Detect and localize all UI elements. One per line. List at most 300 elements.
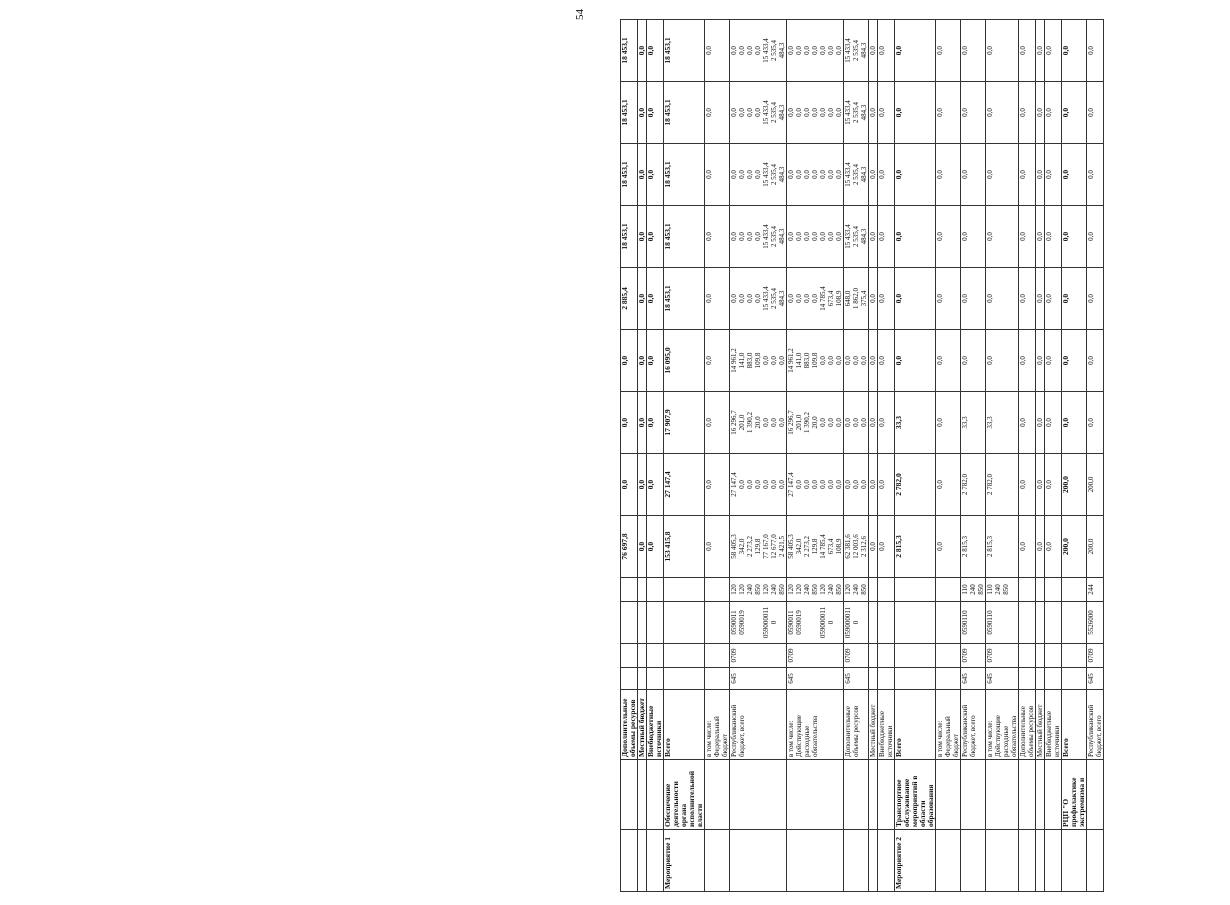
value-cell: 14 961,2 141,0 883,0 109,8 0,0 0,0 0,0 (730, 330, 787, 392)
value-cell: 0,0 (705, 20, 730, 82)
value-cell: 0,0 (961, 20, 986, 82)
value-cell: 0,0 0,0 0,0 0,0 15 433,4 2 535,4 484,3 (730, 268, 787, 330)
table-row (1019, 20, 1036, 892)
value-cell: 0,0 (647, 268, 664, 330)
value-cell: 0,0 (1045, 268, 1062, 330)
grbs-code-cell: 645 (787, 668, 844, 690)
section-code-cell: 0709 (986, 644, 1019, 668)
value-cell: 0,0 0,0 0,0 0,0 15 433,4 2 535,4 484,3 (730, 206, 787, 268)
section-code-cell (647, 644, 664, 668)
table-row (961, 20, 986, 892)
table-row (621, 20, 638, 892)
value-cell: 18 453,1 (621, 206, 638, 268)
activity-cell (844, 830, 869, 892)
value-cell: 18 453,1 (664, 20, 705, 82)
activity-cell (1045, 830, 1062, 892)
value-cell: 0,0 (961, 82, 986, 144)
value-cell: 33,3 (961, 392, 986, 454)
value-cell: 33,3 (986, 392, 1019, 454)
value-cell: 0,0 (1036, 144, 1045, 206)
source-cell: Республиканский бюджет, всего (961, 690, 986, 760)
program-name-cell (869, 760, 878, 830)
value-cell: 0,0 (638, 516, 647, 578)
source-cell: в том числе: Федеральный бюджет (936, 690, 961, 760)
section-code-cell (664, 644, 705, 668)
table-row (705, 20, 730, 892)
value-cell: 0,0 (647, 516, 664, 578)
activity-cell (1062, 830, 1087, 892)
value-cell: 0,0 (895, 82, 936, 144)
value-cell: 0,0 (621, 454, 638, 516)
grbs-code-cell (647, 668, 664, 690)
value-cell: 0,0 (638, 454, 647, 516)
value-cell: 0,0 (1045, 392, 1062, 454)
value-cell: 0,0 (647, 330, 664, 392)
grbs-code-cell (1062, 668, 1087, 690)
value-cell: 0,0 (1087, 392, 1104, 454)
value-cell: 0,0 0,0 0,0 0,0 0,0 0,0 0,0 (787, 20, 844, 82)
value-cell: 0,0 (895, 268, 936, 330)
value-cell: 18 453,1 (664, 144, 705, 206)
table-row (664, 20, 705, 892)
target-code-cell: 0590110 (961, 602, 986, 644)
expense-type-cell: 120 120 240 850 120 240 850 (730, 578, 787, 602)
value-cell: 0,0 (878, 516, 895, 578)
source-cell: Внебюджетные источники (647, 690, 664, 760)
value-cell: 0,0 (986, 206, 1019, 268)
value-cell: 0,0 (647, 454, 664, 516)
value-cell: 0,0 (1019, 144, 1036, 206)
activity-cell (730, 830, 787, 892)
value-cell: 0,0 (1062, 330, 1087, 392)
value-cell: 0,0 (936, 206, 961, 268)
value-cell: 27 147,4 0,0 0,0 0,0 0,0 0,0 0,0 (787, 454, 844, 516)
value-cell: 18 453,1 (621, 82, 638, 144)
value-cell: 16 296,7 201,0 1 390,2 20,0 0,0 0,0 0,0 (730, 392, 787, 454)
value-cell: 0,0 (961, 268, 986, 330)
value-cell: 0,0 (1087, 206, 1104, 268)
table-row (869, 20, 878, 892)
activity-cell (961, 830, 986, 892)
target-code-cell (705, 602, 730, 644)
value-cell: 200,0 (1062, 454, 1087, 516)
expense-type-cell (936, 578, 961, 602)
value-cell: 15 433,4 2 535,4 484,3 (844, 206, 869, 268)
program-name-cell (1019, 760, 1036, 830)
value-cell: 76 697,8 (621, 516, 638, 578)
value-cell: 58 405,3 342,0 2 273,2 129,8 14 785,4 673,4 108,9 (787, 516, 844, 578)
value-cell: 62 381,6 12 003,6 2 312,6 (844, 516, 869, 578)
value-cell: 0,0 0,0 0,0 0,0 15 433,4 2 535,4 484,3 (730, 144, 787, 206)
value-cell: 2 815,3 (961, 516, 986, 578)
value-cell: 0,0 (1087, 82, 1104, 144)
value-cell: 0,0 (1062, 206, 1087, 268)
grbs-code-cell (1045, 668, 1062, 690)
value-cell: 0,0 (1045, 330, 1062, 392)
section-code-cell: 0709 (961, 644, 986, 668)
value-cell: 0,0 (1036, 516, 1045, 578)
section-code-cell (1036, 644, 1045, 668)
value-cell: 0,0 (1019, 516, 1036, 578)
program-name-cell (730, 760, 787, 830)
value-cell: 0,0 (1045, 206, 1062, 268)
program-name-cell (1045, 760, 1062, 830)
page-number: 54 (574, 9, 586, 20)
budget-table (620, 19, 1104, 892)
value-cell: 0,0 (647, 392, 664, 454)
section-code-cell (895, 644, 936, 668)
value-cell: 0,0 0,0 0,0 (844, 392, 869, 454)
expense-type-cell (705, 578, 730, 602)
value-cell: 0,0 (1087, 144, 1104, 206)
value-cell: 0,0 (936, 454, 961, 516)
value-cell: 0,0 (878, 206, 895, 268)
value-cell: 0,0 (705, 268, 730, 330)
value-cell: 0,0 (936, 330, 961, 392)
value-cell: 0,0 0,0 0,0 0,0 0,0 0,0 0,0 (787, 206, 844, 268)
section-code-cell (878, 644, 895, 668)
program-name-cell: Транспортное обслуживание мероприятий в области образования (895, 760, 936, 830)
value-cell: 0,0 (647, 20, 664, 82)
value-cell: 0,0 (1045, 82, 1062, 144)
value-cell: 0,0 (961, 206, 986, 268)
expense-type-cell (1062, 578, 1087, 602)
activity-cell (705, 830, 730, 892)
target-code-cell (638, 602, 647, 644)
value-cell: 0,0 (638, 144, 647, 206)
value-cell: 0,0 (895, 330, 936, 392)
value-cell: 648,0 1 862,0 375,4 (844, 268, 869, 330)
source-cell: Местный бюджет (638, 690, 647, 760)
grbs-code-cell (895, 668, 936, 690)
value-cell: 0,0 (1036, 268, 1045, 330)
activity-cell (621, 830, 638, 892)
expense-type-cell (895, 578, 936, 602)
value-cell: 0,0 (961, 144, 986, 206)
program-name-cell (647, 760, 664, 830)
value-cell: 0,0 (895, 20, 936, 82)
target-code-cell (1019, 602, 1036, 644)
section-code-cell (869, 644, 878, 668)
value-cell: 0,0 (1087, 20, 1104, 82)
source-cell: Республиканский бюджет, всего (730, 690, 787, 760)
value-cell: 15 433,4 2 535,4 484,3 (844, 144, 869, 206)
value-cell: 16 095,0 (664, 330, 705, 392)
value-cell: 0,0 (1019, 268, 1036, 330)
value-cell: 0,0 (1036, 392, 1045, 454)
value-cell: 0,0 (621, 392, 638, 454)
expense-type-cell (878, 578, 895, 602)
value-cell: 0,0 (878, 144, 895, 206)
target-code-cell: 0590011 0590019 059000011 0 (787, 602, 844, 644)
source-cell: в том числе: Действующие расходные обязательства (787, 690, 844, 760)
value-cell: 0,0 (936, 20, 961, 82)
program-name-cell (787, 760, 844, 830)
value-cell: 0,0 (705, 516, 730, 578)
section-code-cell: 0709 (1087, 644, 1104, 668)
section-code-cell: 0709 (730, 644, 787, 668)
value-cell: 0,0 (869, 516, 878, 578)
value-cell: 200,0 (1087, 454, 1104, 516)
value-cell: 0,0 (1019, 82, 1036, 144)
value-cell: 0,0 (1087, 268, 1104, 330)
value-cell: 18 453,1 (664, 268, 705, 330)
value-cell: 16 296,7 201,0 1 390,2 20,0 0,0 0,0 0,0 (787, 392, 844, 454)
source-cell: Дополнительные объемы ресурсов (844, 690, 869, 760)
value-cell: 0,0 (1036, 454, 1045, 516)
activity-cell: Мероприятие 1 (664, 830, 705, 892)
value-cell: 0,0 (1062, 82, 1087, 144)
value-cell: 0,0 (961, 330, 986, 392)
grbs-code-cell (1019, 668, 1036, 690)
table-row (1045, 20, 1062, 892)
value-cell: 200,0 (1087, 516, 1104, 578)
value-cell: 0,0 (647, 206, 664, 268)
table-row (638, 20, 647, 892)
activity-cell: Мероприятие 2 (895, 830, 936, 892)
value-cell: 0,0 (647, 144, 664, 206)
value-cell: 0,0 (638, 268, 647, 330)
source-cell: Дополнительные объемы ресурсов (1019, 690, 1036, 760)
value-cell: 0,0 (705, 392, 730, 454)
section-code-cell (1062, 644, 1087, 668)
value-cell: 0,0 0,0 0,0 (844, 330, 869, 392)
section-code-cell: 0709 (787, 644, 844, 668)
value-cell: 0,0 (638, 330, 647, 392)
value-cell: 0,0 (638, 206, 647, 268)
grbs-code-cell (621, 668, 638, 690)
expense-type-cell (647, 578, 664, 602)
grbs-code-cell (869, 668, 878, 690)
value-cell: 18 453,1 (664, 82, 705, 144)
value-cell: 0,0 (638, 20, 647, 82)
value-cell: 0,0 0,0 0,0 0,0 14 785,4 673,4 108,9 (787, 268, 844, 330)
value-cell: 0,0 (1019, 330, 1036, 392)
grbs-code-cell (936, 668, 961, 690)
value-cell: 0,0 (869, 392, 878, 454)
activity-cell (986, 830, 1019, 892)
expense-type-cell (1036, 578, 1045, 602)
value-cell: 0,0 0,0 0,0 0,0 0,0 0,0 0,0 (787, 82, 844, 144)
grbs-code-cell: 645 (730, 668, 787, 690)
value-cell: 15 433,4 2 535,4 484,3 (844, 82, 869, 144)
target-code-cell (895, 602, 936, 644)
target-code-cell (1045, 602, 1062, 644)
value-cell: 2 782,0 (895, 454, 936, 516)
value-cell: 14 961,2 141,0 883,0 109,8 0,0 0,0 0,0 (787, 330, 844, 392)
program-name-cell (638, 760, 647, 830)
source-cell: Местный бюджет (869, 690, 878, 760)
section-code-cell (1045, 644, 1062, 668)
table-row (895, 20, 936, 892)
expense-type-cell: 110 240 850 (961, 578, 986, 602)
value-cell: 0,0 (869, 144, 878, 206)
program-name-cell: Обеспечение деятельности органа исполнительной власти (664, 760, 705, 830)
program-name-cell (844, 760, 869, 830)
section-code-cell (936, 644, 961, 668)
value-cell: 0,0 (1036, 82, 1045, 144)
value-cell: 18 453,1 (664, 206, 705, 268)
value-cell: 0,0 (621, 330, 638, 392)
value-cell: 0,0 (895, 206, 936, 268)
value-cell: 0,0 0,0 0,0 0,0 15 433,4 2 535,4 484,3 (730, 20, 787, 82)
value-cell: 153 415,8 (664, 516, 705, 578)
grbs-code-cell (664, 668, 705, 690)
source-cell: Всего (895, 690, 936, 760)
expense-type-cell (638, 578, 647, 602)
value-cell: 0,0 (878, 82, 895, 144)
value-cell: 2 815,3 (895, 516, 936, 578)
activity-cell (1036, 830, 1045, 892)
value-cell: 17 907,9 (664, 392, 705, 454)
grbs-code-cell: 645 (961, 668, 986, 690)
value-cell: 33,3 (895, 392, 936, 454)
value-cell: 0,0 (878, 330, 895, 392)
table-row (936, 20, 961, 892)
expense-type-cell (664, 578, 705, 602)
section-code-cell (1019, 644, 1036, 668)
grbs-code-cell: 645 (1087, 668, 1104, 690)
table-row (1062, 20, 1087, 892)
value-cell: 0,0 (1062, 20, 1087, 82)
section-code-cell (705, 644, 730, 668)
value-cell: 0,0 (878, 392, 895, 454)
value-cell: 0,0 (869, 82, 878, 144)
value-cell: 0,0 (878, 20, 895, 82)
grbs-code-cell (1036, 668, 1045, 690)
target-code-cell (621, 602, 638, 644)
value-cell: 0,0 (869, 268, 878, 330)
expense-type-cell: 244 (1087, 578, 1104, 602)
expense-type-cell (1045, 578, 1062, 602)
value-cell: 0,0 (936, 516, 961, 578)
target-code-cell: 0590011 0590019 059000011 0 (730, 602, 787, 644)
value-cell: 27 147,4 0,0 0,0 0,0 0,0 0,0 0,0 (730, 454, 787, 516)
program-name-cell (986, 760, 1019, 830)
grbs-code-cell (705, 668, 730, 690)
target-code-cell (1062, 602, 1087, 644)
table-row (730, 20, 787, 892)
expense-type-cell: 120 120 240 850 120 240 850 (787, 578, 844, 602)
expense-type-cell (1019, 578, 1036, 602)
table-row (878, 20, 895, 892)
grbs-code-cell: 645 (844, 668, 869, 690)
expense-type-cell: 120 240 850 (844, 578, 869, 602)
target-code-cell: 5526000 (1087, 602, 1104, 644)
source-cell: Местный бюджет (1036, 690, 1045, 760)
activity-cell (869, 830, 878, 892)
target-code-cell (936, 602, 961, 644)
value-cell: 0,0 0,0 0,0 (844, 454, 869, 516)
value-cell: 0,0 (1019, 206, 1036, 268)
program-name-cell (1087, 760, 1104, 830)
value-cell: 0,0 (1036, 330, 1045, 392)
source-cell: в том числе: Федеральный бюджет (705, 690, 730, 760)
program-name-cell (1036, 760, 1045, 830)
table-row (844, 20, 869, 892)
activity-cell (1019, 830, 1036, 892)
source-cell: Дополнительные объемы ресурсов (621, 690, 638, 760)
value-cell: 0,0 (1019, 454, 1036, 516)
table-row (986, 20, 1019, 892)
value-cell: 0,0 (869, 20, 878, 82)
value-cell: 0,0 (1036, 20, 1045, 82)
value-cell: 0,0 (1045, 516, 1062, 578)
value-cell: 15 433,4 2 535,4 484,3 (844, 20, 869, 82)
value-cell: 0,0 (869, 330, 878, 392)
value-cell: 0,0 (869, 206, 878, 268)
expense-type-cell (869, 578, 878, 602)
value-cell: 0,0 (705, 330, 730, 392)
expense-type-cell: 110 240 850 (986, 578, 1019, 602)
table-row (787, 20, 844, 892)
value-cell: 0,0 (895, 144, 936, 206)
grbs-code-cell (638, 668, 647, 690)
value-cell: 2 782,0 (961, 454, 986, 516)
value-cell: 2 815,3 (986, 516, 1019, 578)
program-name-cell: РЦП "О профилактике экстремизма и (1062, 760, 1087, 830)
value-cell: 0,0 (1045, 454, 1062, 516)
value-cell: 0,0 (986, 330, 1019, 392)
value-cell: 0,0 (705, 82, 730, 144)
program-name-cell (878, 760, 895, 830)
value-cell: 18 453,1 (621, 20, 638, 82)
value-cell: 18 453,1 (621, 144, 638, 206)
section-code-cell (621, 644, 638, 668)
value-cell: 0,0 (986, 20, 1019, 82)
activity-cell (1087, 830, 1104, 892)
value-cell: 58 405,3 342,0 2 273,2 129,8 77 167,0 12 677,0 2 421,5 (730, 516, 787, 578)
grbs-code-cell: 645 (986, 668, 1019, 690)
value-cell: 0,0 (936, 144, 961, 206)
value-cell: 0,0 (1087, 330, 1104, 392)
value-cell: 27 147,4 (664, 454, 705, 516)
section-code-cell (638, 644, 647, 668)
activity-cell (638, 830, 647, 892)
target-code-cell (878, 602, 895, 644)
activity-cell (878, 830, 895, 892)
value-cell: 2 885,4 (621, 268, 638, 330)
target-code-cell (664, 602, 705, 644)
grbs-code-cell (878, 668, 895, 690)
program-name-cell (705, 760, 730, 830)
value-cell: 2 782,0 (986, 454, 1019, 516)
activity-cell (647, 830, 664, 892)
value-cell: 0,0 (1062, 268, 1087, 330)
target-code-cell (647, 602, 664, 644)
value-cell: 0,0 0,0 0,0 0,0 15 433,4 2 535,4 484,3 (730, 82, 787, 144)
program-name-cell (621, 760, 638, 830)
value-cell: 0,0 (936, 392, 961, 454)
source-cell: Внебюджетные источники (878, 690, 895, 760)
source-cell: Внебюджетные источники (1045, 690, 1062, 760)
source-cell: Всего (664, 690, 705, 760)
expense-type-cell (621, 578, 638, 602)
rotated-table-page (620, 22, 1230, 892)
value-cell: 0,0 (705, 206, 730, 268)
value-cell: 0,0 (638, 392, 647, 454)
value-cell: 200,0 (1062, 516, 1087, 578)
value-cell: 0,0 (1045, 20, 1062, 82)
value-cell: 0,0 (869, 454, 878, 516)
target-code-cell (869, 602, 878, 644)
target-code-cell: 0590110 (986, 602, 1019, 644)
source-cell: Республиканский бюджет, всего (1087, 690, 1104, 760)
table-row (1036, 20, 1045, 892)
section-code-cell: 0709 (844, 644, 869, 668)
value-cell: 0,0 (878, 268, 895, 330)
program-name-cell (961, 760, 986, 830)
